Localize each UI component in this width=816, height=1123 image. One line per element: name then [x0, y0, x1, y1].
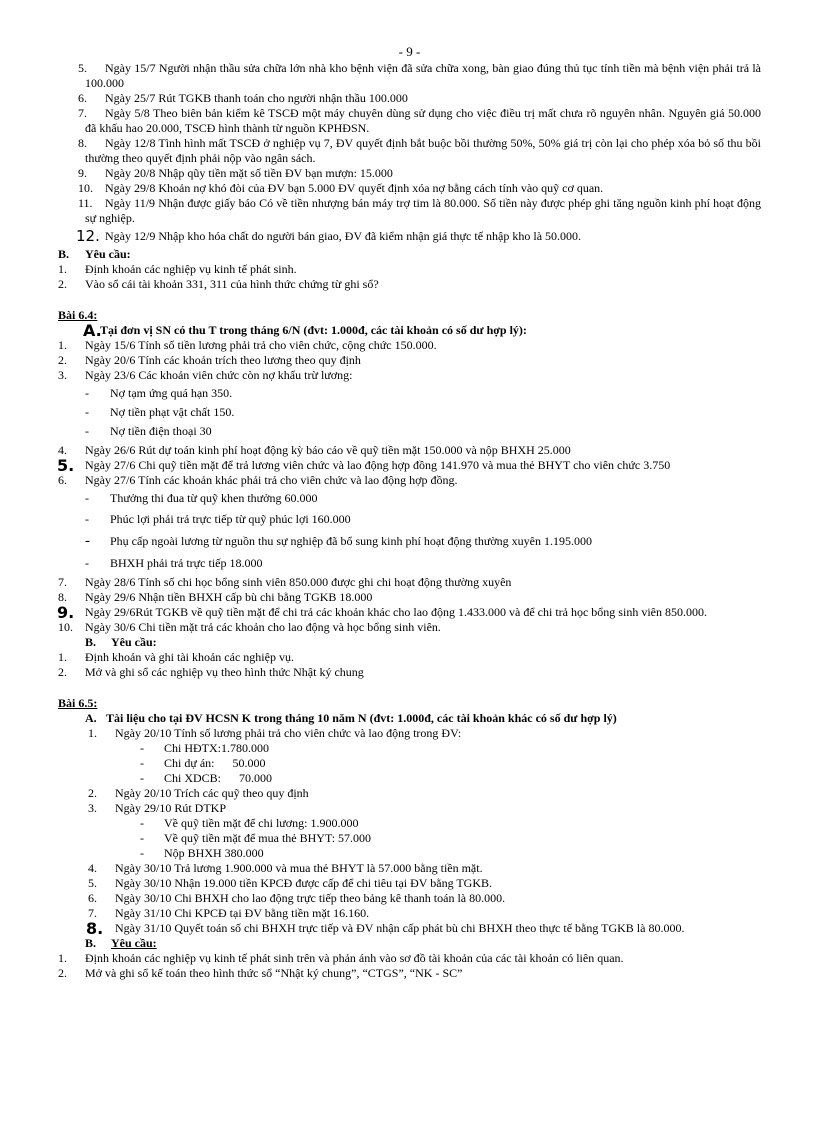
list-item: 1. Ngày 20/10 Tính số lương phải trả cho viên chức và lao động trong ĐV: — [88, 726, 462, 740]
list-item: 7. Ngày 5/8 Theo biên bản kiểm kê TSCĐ một máy chuyên dùng sử dụng cho việc điều trị mất chưa rõ nguyên nhân. Nguyên giá 50.000 đã khấu hao 20.000, TSCĐ hình thành từ nguồn KPHĐSN. — [78, 106, 761, 135]
list-item: 1. Ngày 15/6 Tính số tiền lương phải trả cho viên chức, cộng chức 150.000. — [58, 338, 437, 352]
list-item: 12. Ngày 12/9 Nhập kho hóa chất do người bán giao, ĐV đã kiểm nhận giá thực tế nhập kho là 50.000. — [76, 227, 582, 245]
list-item: 3. Ngày 23/6 Các khoản viên chức còn nợ khấu trừ lương: — [58, 368, 353, 382]
list-item: 1. Định khoản và ghi tài khoản các nghiệp vụ. — [58, 650, 294, 664]
requirements-heading: B. Yêu cầu: — [85, 936, 157, 950]
sub-item: - Nợ tiền phạt vật chất 150. — [85, 405, 235, 419]
sub-item: - Nợ tiền điện thoại 30 — [85, 424, 212, 438]
list-item: 1. Định khoản các nghiệp vụ kinh tế phát sinh trên và phản ánh vào sơ đồ tài khoản của các tài khoản có liên quan. — [58, 951, 624, 965]
list-item: 11. Ngày 11/9 Nhận được giấy báo Có về tiền nhượng bán máy trợ tim là 80.000. Số tiền này được phép ghi tăng nguồn kinh phí hoạt động sự nghiệp. — [78, 196, 761, 225]
list-item: 5. Ngày 30/10 Nhận 19.000 tiền KPCĐ được cấp để chi tiêu tại ĐV bằng TGKB. — [88, 876, 493, 890]
sub-item: - Nộp BHXH 380.000 — [140, 846, 264, 860]
sub-item: - Chi HĐTX:1.780.000 — [140, 741, 269, 755]
requirements-heading: B. Yêu cầu: — [85, 635, 157, 649]
list-item: 6. Ngày 25/7 Rút TGKB thanh toán cho người nhận thầu 100.000 — [78, 91, 408, 105]
list-item: 4. Ngày 26/6 Rút dự toán kinh phí hoạt động kỳ báo cáo về quỹ tiền mặt 150.000 và nộp BHXH 25.000 — [58, 443, 571, 457]
list-item: 2. Ngày 20/6 Tính các khoản trích theo lương theo quy định — [58, 353, 361, 367]
sub-item: - Về quỹ tiền mặt để chi lương: 1.900.000 — [140, 816, 359, 830]
list-item: 2. Mở và ghi sổ kế toán theo hình thức sổ “Nhật ký chung”, “CTGS”, “NK - SC” — [58, 966, 463, 980]
list-item: 2. Mở và ghi sổ các nghiệp vụ theo hình thức Nhật ký chung — [58, 665, 364, 679]
list-item: 4. Ngày 30/10 Trả lương 1.900.000 và mua thẻ BHYT là 57.000 bằng tiền mặt. — [88, 861, 483, 875]
list-item: 5. Ngày 15/7 Người nhận thầu sửa chữa lớn nhà kho bệnh viện đã sửa chữa xong, bàn giao đúng thủ tục tính tiền mà bệnh viện phải trả là 100.000 — [78, 61, 761, 90]
sub-item: - Chi XDCB: 70.000 — [140, 771, 273, 785]
section-title-bai-6-5: Bài 6.5: — [58, 696, 98, 710]
list-item: 6. Ngày 27/6 Tính các khoản khác phải trả cho viên chức và lao động hợp đồng. — [58, 473, 458, 487]
list-item: 2. Vào sổ cái tài khoản 331, 311 của hình thức chứng từ ghi sổ? — [58, 277, 379, 291]
list-item: 9. Ngày 20/8 Nhập qũy tiền mặt số tiền ĐV bạn mượn: 15.000 — [78, 166, 393, 180]
sub-item: - BHXH phải trả trực tiếp 18.000 — [85, 556, 263, 570]
section-heading: A. Tại đơn vị SN có thu T trong tháng 6/N (đvt: 1.000đ, các tài khoản có số dư hợp lý): — [83, 321, 527, 340]
list-item: 7. Ngày 31/10 Chi KPCĐ tại ĐV bằng tiền mặt 16.160. — [88, 906, 370, 920]
page-number: - 9 - — [398, 44, 421, 59]
list-item: 2. Ngày 20/10 Trích các quỹ theo quy định — [88, 786, 309, 800]
list-item: 8. Ngày 29/6 Nhận tiền BHXH cấp bù chi bằng TGKB 18.000 — [58, 590, 373, 604]
list-item: 6. Ngày 30/10 Chi BHXH cho lao động trực tiếp theo bảng kê thanh toán là 80.000. — [88, 891, 506, 905]
list-item: 5. Ngày 27/6 Chi quỹ tiền mặt để trả lương viên chức và lao động hợp đồng 141.970 và mua thẻ BHYT cho viên chức 3.750 — [57, 456, 671, 475]
list-item: 9. Ngày 29/6Rút TGKB về quỹ tiền mặt để chi trả các khoản khác cho lao động 1.433.000 và để chi trả học bổng sinh viên 850.000. — [57, 603, 707, 622]
list-item: 8. Ngày 31/10 Quyết toán số chi BHXH trực tiếp và ĐV nhận cấp phát bù chi BHXH theo thực tế bằng TGKB là 80.000. — [86, 919, 685, 938]
list-item: 10. Ngày 29/8 Khoản nợ khó đòi của ĐV bạn 5.000 ĐV quyết định xóa nợ bằng cách tính vào quỹ cơ quan. — [78, 181, 604, 195]
document-page — [58, 44, 761, 981]
sub-item: - Chi dự án: 50.000 — [140, 756, 266, 770]
list-item: 3. Ngày 29/10 Rút DTKP — [88, 801, 226, 815]
list-item: 7. Ngày 28/6 Tính số chi học bổng sinh viên 850.000 được ghi chi hoạt động thường xuyên — [58, 575, 512, 589]
list-item: 8. Ngày 12/8 Tình hình mất TSCĐ ở nghiệp vụ 7, ĐV quyết định bắt buộc bồi thường 50%, 50% giá trị còn lại cho phép xóa bỏ số thu bồi thường theo quyết định phải nộp vào ngân sách. — [78, 136, 761, 165]
list-item: 10. Ngày 30/6 Chi tiền mặt trả các khoản cho lao động và học bổng sinh viên. — [58, 620, 441, 634]
list-item: 1. Định khoản các nghiệp vụ kinh tế phát sinh. — [58, 262, 297, 276]
section-title-bai-6-4: Bài 6.4: — [58, 308, 98, 322]
sub-item: - Nợ tạm ứng quá hạn 350. — [85, 386, 233, 400]
section-heading: A. Tài liệu cho tại ĐV HCSN K trong tháng 10 năm N (đvt: 1.000đ, các tài khoản khác có số dư hợp lý) — [85, 711, 617, 725]
sub-item: - Thưởng thi đua từ quỹ khen thưởng 60.000 — [85, 491, 318, 505]
sub-item: - Phúc lợi phải trả trực tiếp từ quỹ phúc lợi 160.000 — [85, 512, 351, 526]
sub-item: - Về quỹ tiền mặt để mua thẻ BHYT: 57.000 — [140, 831, 372, 845]
requirements-heading: B. Yêu cầu: — [58, 247, 131, 261]
sub-item: - Phụ cấp ngoài lương từ nguồn thu sự nghiệp đã bổ sung kinh phí hoạt động thường xuyên 1.195.000 — [85, 533, 593, 549]
